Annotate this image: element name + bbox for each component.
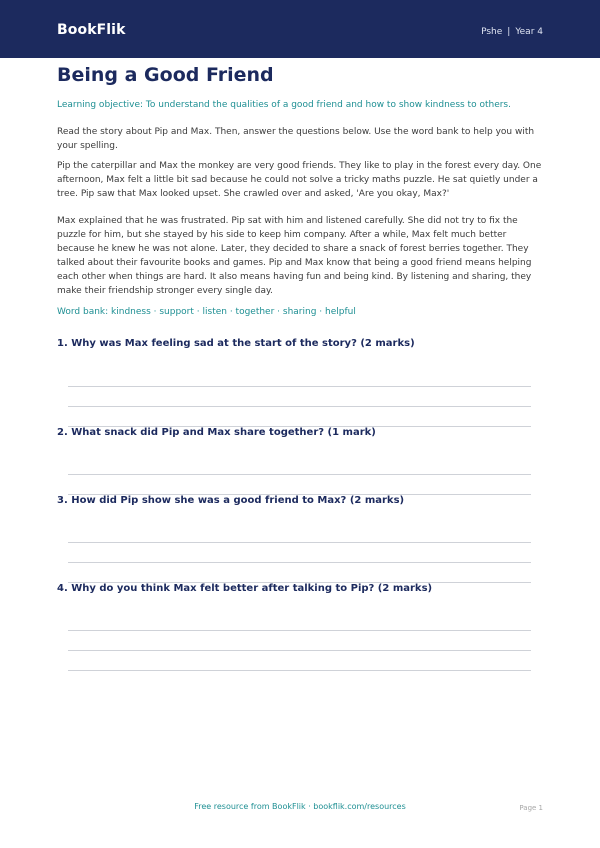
answer-line[interactable] xyxy=(68,406,531,407)
brand-logo[interactable]: BookFlik xyxy=(57,22,126,38)
year-label: Year 4 xyxy=(515,27,543,37)
breadcrumb-separator: | xyxy=(507,27,511,37)
subject-label: Pshe xyxy=(481,27,503,37)
story-paragraph: Pip the caterpillar and Max the monkey are very good friends. They like to play in the forest every day. One afternoon, Max felt a little bit sad because he could not solve a tricky maths puzzle. He sat quietly under a tree. Pip saw that Max looked upset. She crawled over and asked, 'Are you okay, Max?' xyxy=(57,161,542,199)
page-number: Page 1 xyxy=(519,804,543,812)
learning-objective: Learning objective: To understand the qualities of a good friend and how to show kindness to others. xyxy=(57,100,511,110)
answer-line[interactable] xyxy=(68,474,531,475)
question-2: 2. What snack did Pip and Max share together? (1 mark) xyxy=(57,427,376,438)
answer-line[interactable] xyxy=(68,630,531,631)
instructions: Read the story about Pip and Max. Then, answer the questions below. Use the word bank to help you with your spelling. xyxy=(57,127,535,151)
answer-line[interactable] xyxy=(68,542,531,543)
page-title: Being a Good Friend xyxy=(57,64,274,86)
question-4: 4. Why do you think Max felt better after talking to Pip? (2 marks) xyxy=(57,583,433,594)
answer-line[interactable] xyxy=(68,386,531,387)
footer-link[interactable]: Free resource from BookFlik · bookflik.com/resources xyxy=(194,802,406,811)
breadcrumb xyxy=(481,27,543,37)
answer-line[interactable] xyxy=(68,650,531,651)
question-1: 1. Why was Max feeling sad at the start of the story? (2 marks) xyxy=(57,338,415,349)
story-paragraph: Max explained that he was frustrated. Pip sat with him and listened carefully. She did not try to fix the puzzle for him, but she stayed by his side to keep him company. After a while, Max felt much better because he knew he was not alone. Later, they decided to share a snack of forest berries together. They talked about their favourite books and games. Pip and Max know that being a good friend means helping each other when things are hard. It also means having fun and being kind. By listening and sharing, they make their friendship stronger every single day. xyxy=(57,216,532,296)
question-3: 3. How did Pip show she was a good friend to Max? (2 marks) xyxy=(57,495,405,506)
answer-line[interactable] xyxy=(68,562,531,563)
answer-line[interactable] xyxy=(68,670,531,671)
word-bank: Word bank: kindness · support · listen · together · sharing · helpful xyxy=(57,307,356,317)
header-bar xyxy=(0,0,600,58)
